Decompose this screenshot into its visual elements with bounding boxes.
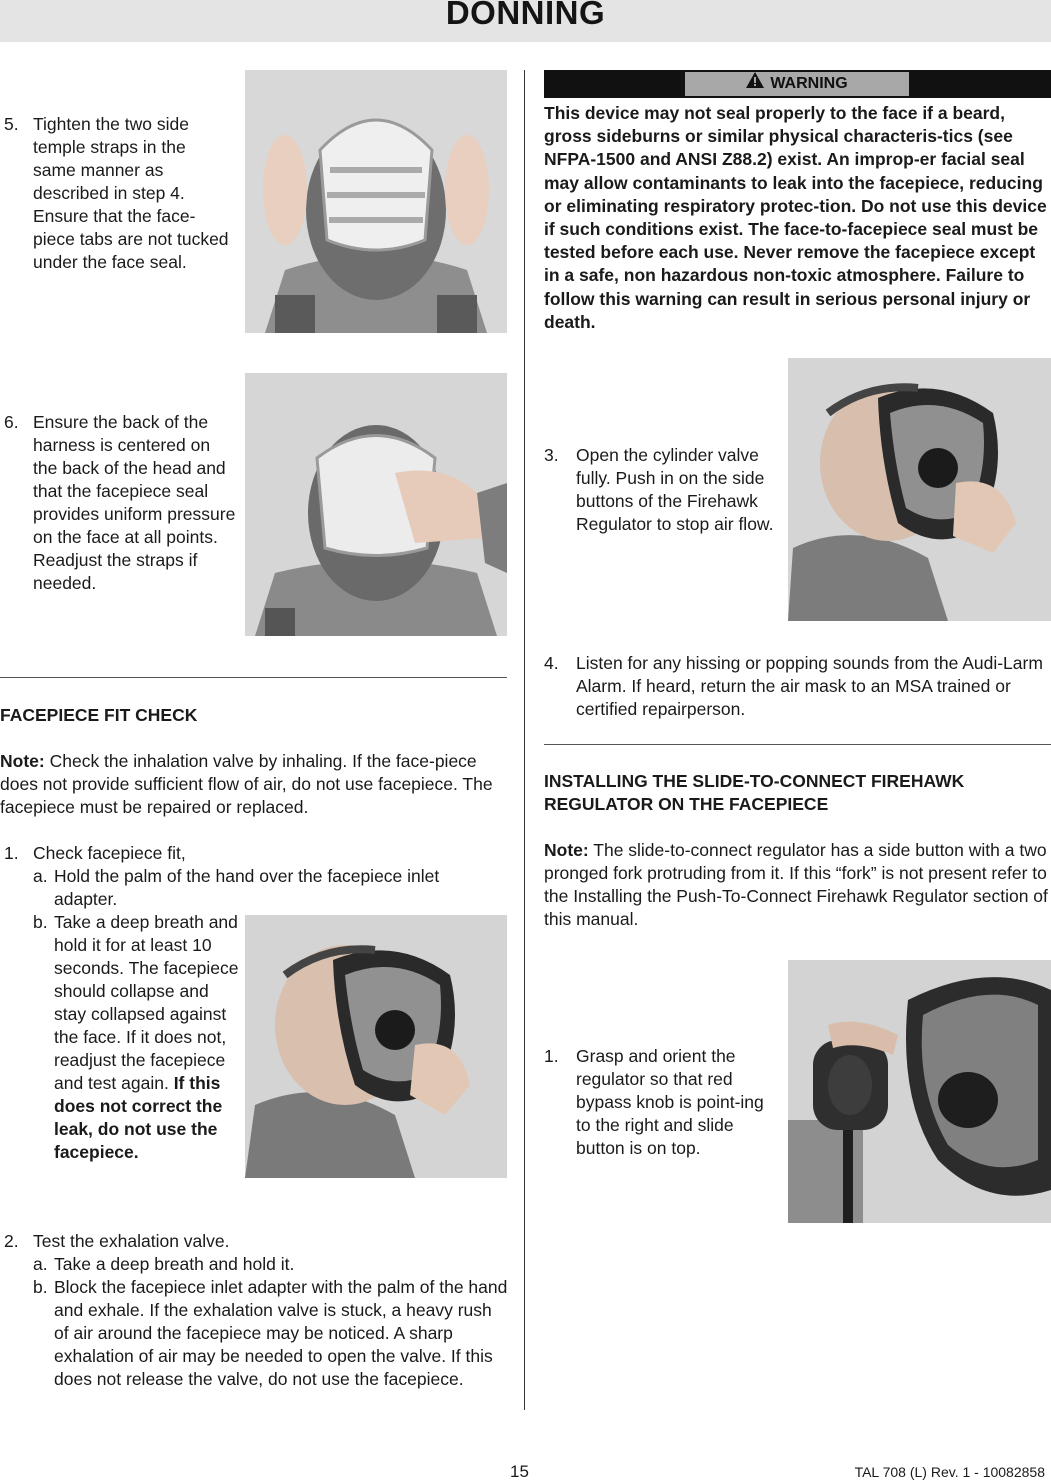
photo-cylinder-valve-illustration	[788, 358, 1051, 621]
fit-item-1b-label: b.	[33, 912, 48, 932]
section-divider-left	[0, 677, 507, 678]
photo-harness-centered-illustration	[245, 373, 507, 636]
warning-icon	[746, 72, 764, 96]
column-divider	[524, 70, 525, 1410]
fit-item-1a-label: a.	[33, 866, 48, 886]
fit-item-2-text: Test the exhalation valve.	[33, 1231, 230, 1251]
section-divider-right	[544, 744, 1051, 745]
fit-item-2a-label: a.	[33, 1254, 48, 1274]
photo-temple-straps-illustration	[245, 70, 507, 333]
install-step-1-number: 1.	[544, 1046, 559, 1066]
photo-regulator-orient-illustration	[788, 960, 1051, 1223]
fit-check-note-text: Check the inhalation valve by inhaling. If the face-piece does not provide sufficient flow of air, do not use facepiece. The facepiece must be repaired or replaced.	[0, 751, 493, 817]
install-note-label: Note:	[544, 840, 589, 860]
page-number: 15	[510, 1462, 529, 1481]
fit-item-1b-bold: If this does not correct the leak, do not use the facepiece.	[54, 1073, 223, 1162]
fit-check-heading: FACEPIECE FIT CHECK	[0, 705, 198, 725]
fit-check-note	[0, 750, 495, 819]
install-heading: INSTALLING THE SLIDE-TO-CONNECT FIREHAWK REGULATOR ON THE FACEPIECE	[544, 771, 965, 814]
warning-label-box	[685, 72, 909, 96]
fit-check-note-label: Note:	[0, 751, 45, 771]
photo-temple-straps	[245, 70, 507, 333]
photo-fit-check-illustration	[245, 915, 507, 1178]
step-6-number: 6.	[4, 412, 19, 432]
fit-item-1-text: Check facepiece fit,	[33, 843, 186, 863]
step-6-text: Ensure the back of the harness is centered on the back of the head and that the facepiece seal provides uniform pressure on the face at all points. Readjust the straps if needed.	[33, 412, 236, 593]
fit-item-1b-text: Take a deep breath and hold it for at least 10 seconds. The facepiece should collapse and stay collapsed against the face. If it does not, readjust the facepiece and test again.	[54, 912, 239, 1093]
install-note-text: The slide-to-connect regulator has a side button with a two pronged fork protruding from it. If this “fork” is not present refer to the Installing the Push-To-Connect Firehawk Regulator section of this manual.	[544, 840, 1048, 929]
step-4-number: 4.	[544, 653, 559, 673]
step-5-text: Tighten the two side temple straps in the same manner as described in step 4. Ensure that the face-piece tabs are not tucked under the face seal.	[33, 114, 229, 272]
photo-regulator-orient	[788, 960, 1051, 1223]
fit-item-1-number: 1.	[4, 843, 19, 863]
install-step-1-text: Grasp and orient the regulator so that red bypass knob is point-ing to the right and slide button is on top.	[576, 1046, 764, 1158]
fit-item-1b-body	[54, 911, 239, 1164]
photo-cylinder-valve	[788, 358, 1051, 621]
fit-item-2a-text: Take a deep breath and hold it.	[54, 1254, 295, 1274]
fit-item-2b-label: b.	[33, 1277, 48, 1297]
photo-fit-check	[245, 915, 507, 1178]
step-3-text: Open the cylinder valve fully. Push in on the side buttons of the Firehawk Regulator to stop air flow.	[576, 445, 774, 534]
fit-item-1a-text: Hold the palm of the hand over the facepiece inlet adapter.	[54, 866, 440, 909]
photo-harness-centered	[245, 373, 507, 636]
page-title: DONNING	[445, 0, 606, 31]
document-code: TAL 708 (L) Rev. 1 - 10082858	[854, 1464, 1045, 1480]
warning-label: WARNING	[770, 75, 848, 93]
install-note	[544, 839, 1049, 931]
fit-item-2b-text: Block the facepiece inlet adapter with the palm of the hand and exhale. If the exhalation valve is stuck, a heavy rush of air around the facepiece may be noticed. A sharp exhalation of air may be needed to open the valve. If this does not release the valve, do not use the facepiece.	[54, 1277, 508, 1389]
warning-text: This device may not seal properly to the face if a beard, gross sideburns or similar physical characteris-tics (see NFPA-1500 and ANSI Z88.2) exist. An improp-er facial seal may allow contaminants to leak into the facepiece, reducing or eliminating respiratory protec-tion. Do not use this device if such conditions exist. The face-to-facepiece seal must be tested before each use. Never remove the facepiece except in a safe, non hazardous non-toxic atmosphere. Failure to follow this warning can result in serious personal injury or death.	[544, 103, 1047, 332]
step-4-text: Listen for any hissing or popping sounds from the Audi-Larm Alarm. If heard, return the air mask to an MSA trained or certified repairperson.	[576, 653, 1043, 719]
step-3-number: 3.	[544, 445, 559, 465]
fit-item-2-number: 2.	[4, 1231, 19, 1251]
step-5-number: 5.	[4, 114, 19, 134]
